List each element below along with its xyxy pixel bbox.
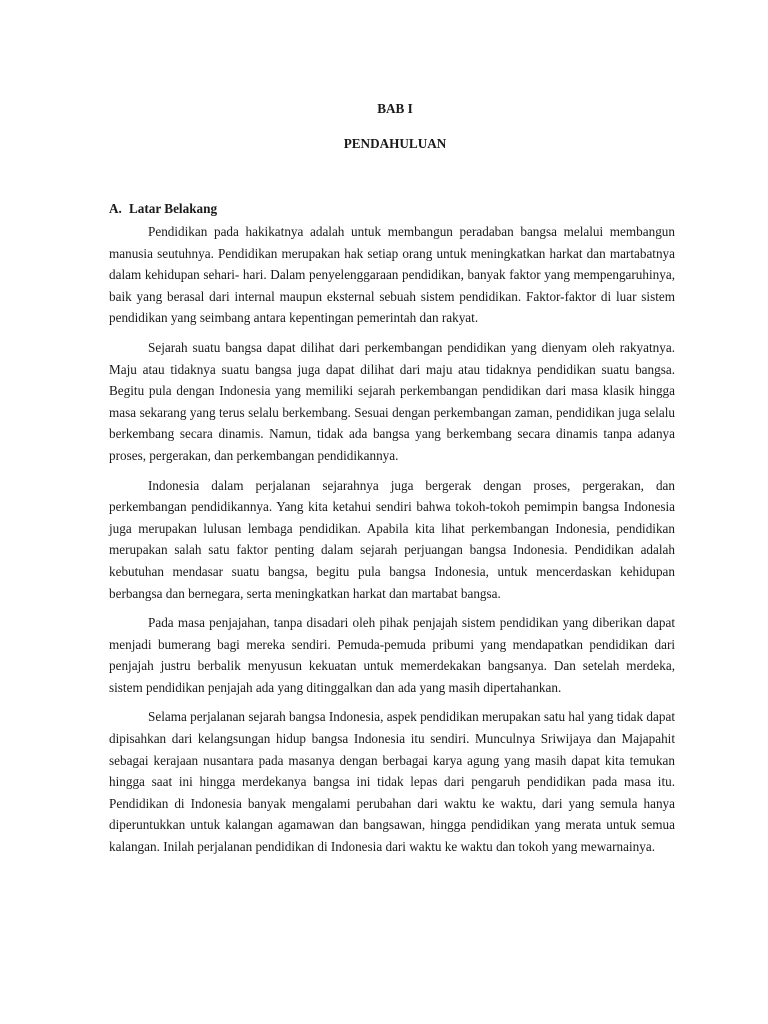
page-content (109, 100, 675, 858)
section-title: Latar Belakang (129, 201, 218, 216)
section-heading (109, 200, 675, 218)
paragraph: Pada masa penjajahan, tanpa disadari oleh pihak penjajah sistem pendidikan yang diberikan dapat menjadi bumerang bagi mereka sendiri. Pemuda-pemuda pribumi yang mendapatkan pendidikan dari penjajah justru berbalik menyusun kekuatan untuk memerdekakan bangsanya. Dan setelah merdeka, sistem pendidikan penjajah ada yang ditinggalkan dan ada yang masih dipertahankan. (109, 615, 675, 695)
chapter-subtitle: PENDAHULUAN (343, 136, 447, 151)
paragraph: Indonesia dalam perjalanan sejarahnya juga bergerak dengan proses, pergerakan, dan perkembangan pendidikannya. Yang kita ketahui sendiri bahwa tokoh-tokoh pemimpin bangsa Indonesia juga merupakan lulusan lembaga pendidikan. Apabila kita lihat perkembangan Indonesia, pendidikan merupakan salah satu faktor penting dalam sejarah perjuangan bangsa Indonesia. Pendidikan adalah kebutuhan mendasar suatu bangsa, begitu pula bangsa Indonesia, untuk mencerdaskan kehidupan berbangsa dan bernegara, serta meningkatkan harkat dan martabat bangsa. (109, 477, 675, 601)
paragraph: Sejarah suatu bangsa dapat dilihat dari perkembangan pendidikan yang dienyam oleh rakyatnya. Maju atau tidaknya suatu bangsa juga dapat dilihat dari maju atau tidaknya pendidikan suatu bangsa. Begitu pula dengan Indonesia yang memiliki sejarah perkembangan pendidikan dari masa klasik hingga masa sekarang yang terus selalu berkembang. Sesuai dengan perkembangan zaman, pendidikan juga selalu berkembang secara dinamis. Namun, tidak ada bangsa yang berkembang secara dinamis tanpa adanya proses, pergerakan, dan perkembangan pendidikannya. (109, 339, 675, 463)
section-number: A. (109, 201, 122, 216)
paragraph: Selama perjalanan sejarah bangsa Indonesia, aspek pendidikan merupakan satu hal yang tidak dapat dipisahkan dari kelangsungan hidup bangsa Indonesia itu sendiri. Munculnya Sriwijaya dan Majapahit sebagai kerajaan nusantara pada masanya dengan berbagai karya agung yang masih dapat kita temukan hingga saat ini hingga merdekanya bangsa ini tidak lepas dari pengaruh pendidikan pada masa itu. Pendidikan di Indonesia banyak mengalami perubahan dari waktu ke waktu, dari yang semula hanya diperuntukkan untuk kalangan agamawan dan bangsawan, hingga pendidikan yang merata untuk semua kalangan. Inilah perjalanan pendidikan di Indonesia dari waktu ke waktu dan tokoh yang mewarnainya. (109, 709, 675, 855)
chapter-title: BAB I (377, 101, 413, 116)
paragraph: Pendidikan pada hakikatnya adalah untuk membangun peradaban bangsa melalui membangun manusia seutuhnya. Pendidikan merupakan hak setiap orang untuk meningkatkan harkat dan martabatnya dalam kehidupan sehari- hari. Dalam penyelenggaraan pendidikan, banyak faktor yang mempengaruhinya, baik yang berasal dari internal maupun eksternal sebuah sistem pendidikan. Faktor-faktor di luar sistem pendidikan yang seimbang antara kepentingan pemerintah dan rakyat. (109, 224, 675, 326)
